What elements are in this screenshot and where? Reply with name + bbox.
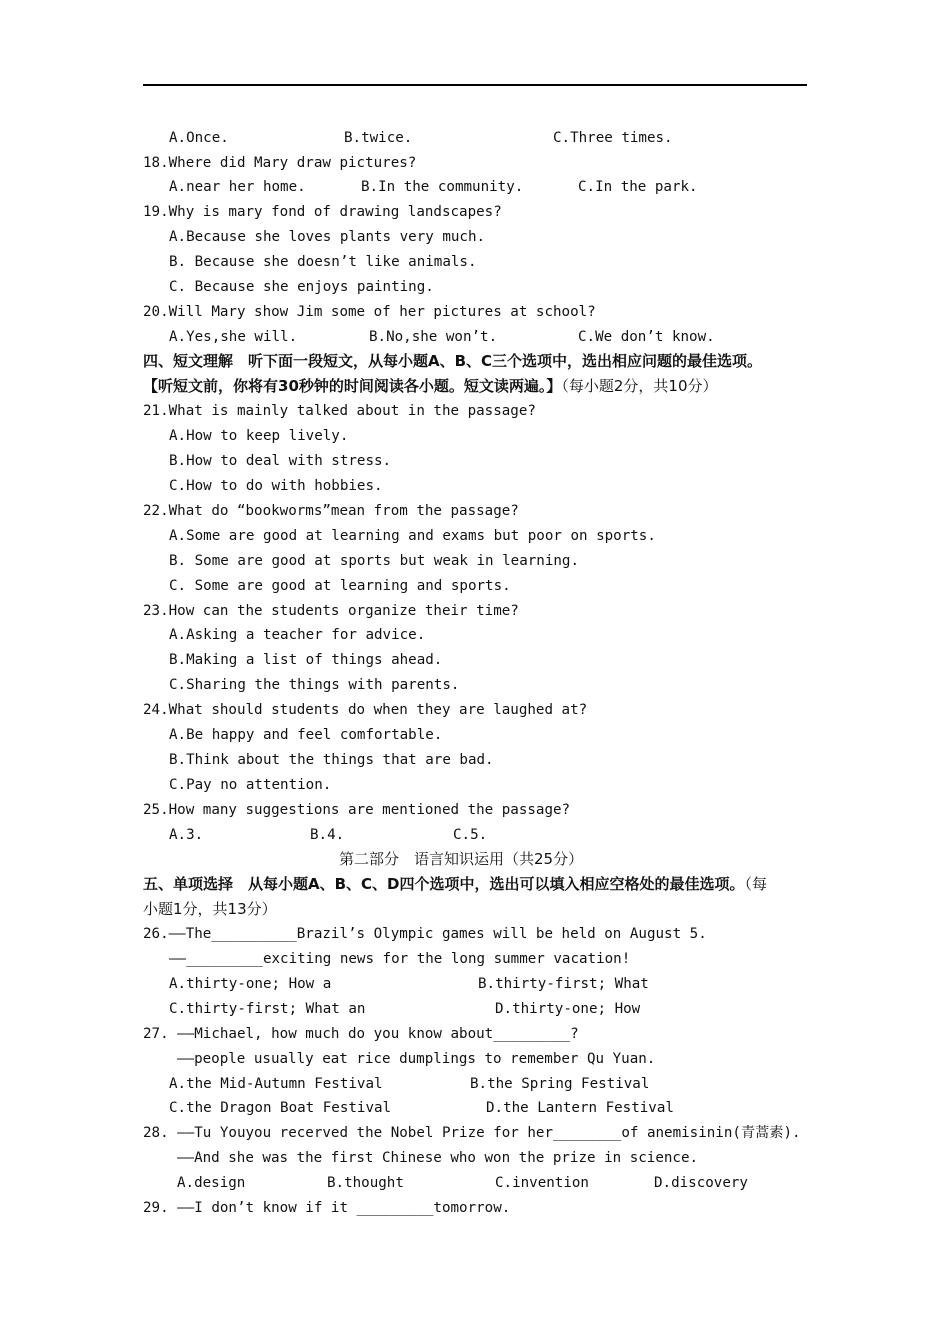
q26-option-b: B.thirty-first; What: [478, 976, 649, 992]
q24-option-c: C.Pay no attention.: [169, 777, 332, 793]
q19-option-c: C. Because she enjoys painting.: [169, 279, 434, 295]
q22-option-a: A.Some are good at learning and exams but poor on sports.: [169, 528, 656, 544]
section5-note-1: （每: [744, 875, 768, 893]
q19-stem: 19.Why is mary fond of drawing landscapes?: [143, 204, 502, 220]
section4-heading: 四、短文理解 听下面一段短文，从每小题A、B、C三个选项中，选出相应问题的最佳选项。: [143, 352, 763, 370]
q17-option-c: C.Three times.: [553, 130, 673, 146]
q27-option-c: C.the Dragon Boat Festival: [169, 1100, 392, 1116]
q21-option-c: C.How to do with hobbies.: [169, 478, 383, 494]
q22-option-c: C. Some are good at learning and sports.: [169, 578, 511, 594]
q29-line1: 29. ——I don’t know if it _________tomorrow.: [143, 1200, 511, 1216]
q26-option-d: D.thirty-one; How: [495, 1001, 641, 1017]
q18-option-c: C.In the park.: [578, 179, 698, 195]
section4-note-plain: （每小题2分，共10分）: [561, 377, 718, 395]
section4-note: [143, 377, 718, 395]
q18-stem: 18.Where did Mary draw pictures?: [143, 155, 417, 171]
q17-option-b: B.twice.: [344, 130, 413, 146]
q19-option-a: A.Because she loves plants very much.: [169, 229, 486, 245]
q24-option-b: B.Think about the things that are bad.: [169, 752, 494, 768]
q23-option-a: A.Asking a teacher for advice.: [169, 627, 426, 643]
q23-stem: 23.How can the students organize their time?: [143, 603, 519, 619]
section4-note-bold: 【听短文前，你将有30秒钟的时间阅读各小题。短文读两遍。】: [143, 377, 562, 395]
header-rule: [143, 84, 807, 86]
q28-line1: 28. ——Tu Youyou recerved the Nobel Prize for her________of anemisinin(青蒿素).: [143, 1125, 801, 1141]
q28-option-b: B.thought: [327, 1175, 404, 1191]
q20-option-b: B.No,she won’t.: [369, 329, 498, 345]
q17-option-a: A.Once.: [169, 130, 229, 146]
q25-option-b: B.4.: [310, 827, 345, 843]
q22-stem: 22.What do “bookworms”mean from the passage?: [143, 503, 519, 519]
q28-option-c: C.invention: [495, 1175, 589, 1191]
q21-option-b: B.How to deal with stress.: [169, 453, 392, 469]
q22-option-b: B. Some are good at sports but weak in learning.: [169, 553, 579, 569]
q25-option-a: A.3.: [169, 827, 204, 843]
q26-line2: ——_________exciting news for the long summer vacation!: [169, 951, 631, 967]
q19-option-b: B. Because she doesn’t like animals.: [169, 254, 477, 270]
q28-line2: ——And she was the first Chinese who won the prize in science.: [177, 1150, 699, 1166]
section5-note-2: 小题1分，共13分）: [143, 900, 277, 918]
q27-option-a: A.the Mid-Autumn Festival: [169, 1076, 383, 1092]
section5-heading: 五、单项选择 从每小题A、B、C、D四个选项中，选出可以填入相应空格处的最佳选项。: [143, 875, 745, 893]
q23-option-b: B.Making a list of things ahead.: [169, 652, 443, 668]
q21-stem: 21.What is mainly talked about in the passage?: [143, 403, 536, 419]
q28-option-d: D.discovery: [654, 1175, 748, 1191]
q18-option-b: B.In the community.: [361, 179, 524, 195]
q27-option-b: B.the Spring Festival: [470, 1076, 650, 1092]
q21-option-a: A.How to keep lively.: [169, 428, 349, 444]
q20-option-a: A.Yes,she will.: [169, 329, 298, 345]
q20-option-c: C.We don’t know.: [578, 329, 715, 345]
q24-option-a: A.Be happy and feel comfortable.: [169, 727, 443, 743]
q20-stem: 20.Will Mary show Jim some of her pictures at school?: [143, 304, 596, 320]
part2-title: 第二部分 语言知识运用（共25分）: [339, 850, 584, 868]
q23-option-c: C.Sharing the things with parents.: [169, 677, 460, 693]
q18-option-a: A.near her home.: [169, 179, 306, 195]
q27-option-d: D.the Lantern Festival: [486, 1100, 674, 1116]
q24-stem: 24.What should students do when they are laughed at?: [143, 702, 588, 718]
q26-option-a: A.thirty-one; How a: [169, 976, 332, 992]
q26-option-c: C.thirty-first; What an: [169, 1001, 366, 1017]
q27-line2: ——people usually eat rice dumplings to remember Qu Yuan.: [177, 1051, 656, 1067]
q25-option-c: C.5.: [453, 827, 488, 843]
q27-line1: 27. ——Michael, how much do you know about_________?: [143, 1026, 579, 1042]
q26-line1: 26.——The__________Brazil’s Olympic games will be held on August 5.: [143, 926, 707, 942]
q25-stem: 25.How many suggestions are mentioned the passage?: [143, 802, 571, 818]
section5-heading-line: [143, 875, 767, 893]
q28-option-a: A.design: [177, 1175, 246, 1191]
